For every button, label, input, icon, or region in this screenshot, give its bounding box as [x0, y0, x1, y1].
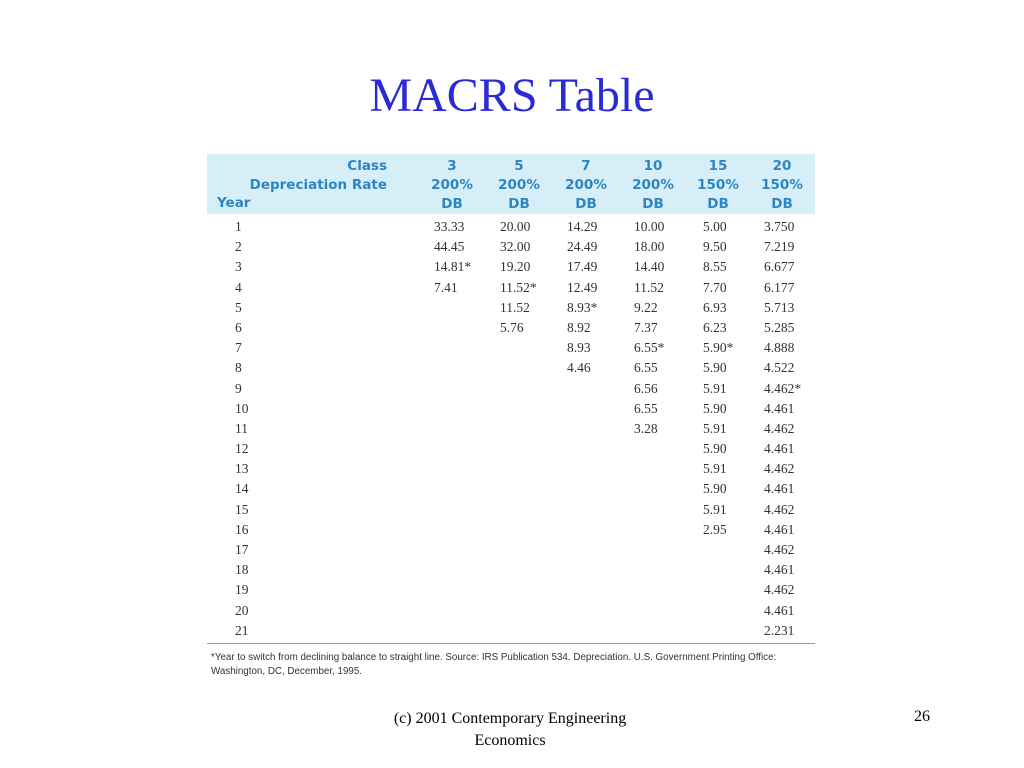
table-row [207, 420, 815, 440]
table-row [207, 561, 815, 581]
table-row [207, 218, 815, 238]
rate-cell: 5.91 [703, 420, 727, 436]
col-class-5: 5 [514, 158, 524, 174]
rate-cell: 4.462 [764, 501, 795, 517]
rate-cell: 4.462 [764, 582, 795, 598]
rate-cell: 8.93 [567, 340, 591, 356]
rate-cell: 4.888 [764, 340, 795, 356]
year-cell: 21 [235, 622, 249, 638]
rate-cell: 6.677 [764, 259, 795, 275]
table-row [207, 460, 815, 480]
year-cell: 13 [235, 461, 249, 477]
col-class-20: 20 [772, 158, 792, 174]
rate-cell: 4.462* [764, 380, 802, 396]
rate-cell: 5.91 [703, 501, 727, 517]
rate-cell: 11.52* [500, 279, 537, 295]
col-class-7: 7 [581, 158, 591, 174]
rate-cell: 8.93* [567, 299, 598, 315]
col-method-20: DB [771, 196, 793, 212]
table-row [207, 581, 815, 601]
col-rate-10: 200% [632, 177, 674, 193]
rate-cell: 3.750 [764, 219, 795, 234]
rate-cell: 4.461 [764, 602, 795, 618]
rate-cell: 7.41 [434, 279, 458, 295]
year-cell: 16 [235, 521, 249, 537]
rate-cell: 7.70 [703, 279, 727, 295]
year-cell: 3 [235, 259, 242, 275]
depreciation-rate-label: Depreciation Rate [249, 177, 387, 193]
col-rate-15: 150% [697, 177, 739, 193]
table-row [207, 602, 815, 622]
year-cell: 12 [235, 441, 249, 457]
rate-cell: 4.462 [764, 420, 795, 436]
rate-cell: 6.56 [634, 380, 658, 396]
col-method-5: DB [508, 196, 530, 212]
table-row [207, 380, 815, 400]
rate-cell: 4.461 [764, 441, 795, 457]
rate-cell: 4.462 [764, 461, 795, 477]
page-number: 26 [914, 708, 930, 725]
table-row [207, 319, 815, 339]
rate-cell: 11.52 [500, 299, 530, 315]
rate-cell: 4.461 [764, 562, 795, 578]
year-cell: 6 [235, 319, 242, 335]
col-method-3: DB [441, 196, 463, 212]
rate-cell: 14.29 [567, 219, 598, 234]
rate-cell: 8.92 [567, 319, 591, 335]
rate-cell: 5.00 [703, 219, 727, 234]
year-cell: 14 [235, 481, 249, 497]
table-row [207, 521, 815, 541]
footer-line-1: (c) 2001 Contemporary Engineering [393, 710, 627, 727]
table-row [207, 339, 815, 359]
year-cell: 18 [235, 562, 249, 578]
rate-cell: 44.45 [434, 239, 465, 255]
year-cell: 7 [235, 340, 242, 356]
col-rate-7: 200% [565, 177, 607, 193]
slide-footer [330, 708, 690, 752]
year-cell: 8 [235, 360, 242, 376]
rate-cell: 4.461 [764, 400, 795, 416]
rate-cell: 5.90 [703, 441, 727, 457]
table-row [207, 480, 815, 500]
col-class-10: 10 [643, 158, 663, 174]
class-label: Class [347, 158, 387, 174]
rate-cell: 5.90 [703, 400, 727, 416]
year-cell: 20 [235, 602, 249, 618]
table-row [207, 279, 815, 299]
rate-cell: 7.219 [764, 239, 795, 255]
rate-cell: 20.00 [500, 219, 531, 234]
rate-cell: 6.55* [634, 340, 665, 356]
year-cell: 5 [235, 299, 242, 315]
col-method-15: DB [707, 196, 729, 212]
rate-cell: 6.55 [634, 360, 658, 376]
rate-cell: 14.81* [434, 259, 472, 275]
rate-cell: 5.90 [703, 360, 727, 376]
col-rate-3: 200% [431, 177, 473, 193]
table-bottom-rule [207, 643, 815, 644]
rate-cell: 5.90* [703, 340, 734, 356]
table-row [207, 501, 815, 521]
rate-cell: 9.22 [634, 299, 658, 315]
table-body [207, 218, 815, 642]
year-cell: 9 [235, 380, 242, 396]
rate-cell: 2.95 [703, 521, 727, 537]
rate-cell: 11.52 [634, 279, 664, 295]
year-cell: 2 [235, 239, 242, 255]
rate-cell: 5.76 [500, 319, 524, 335]
rate-cell: 5.91 [703, 380, 727, 396]
rate-cell: 14.40 [634, 259, 665, 275]
rate-cell: 9.50 [703, 239, 727, 255]
rate-cell: 32.00 [500, 239, 531, 255]
rate-cell: 4.461 [764, 521, 795, 537]
rate-cell: 6.177 [764, 279, 795, 295]
table-row [207, 400, 815, 420]
table-header [207, 154, 815, 214]
footer-line-2: Economics [474, 732, 546, 749]
table-row [207, 238, 815, 258]
year-cell: 11 [235, 420, 248, 436]
rate-cell: 24.49 [567, 239, 598, 255]
col-class-15: 15 [708, 158, 728, 174]
col-class-3: 3 [447, 158, 457, 174]
slide-title: MACRS Table [369, 69, 655, 122]
rate-cell: 5.90 [703, 481, 727, 497]
table-row [207, 440, 815, 460]
year-cell: 4 [235, 279, 242, 295]
rate-cell: 4.46 [567, 360, 591, 376]
table-footnote: *Year to switch from declining balance to straight line. Source: IRS Publication 534. Depreciation. U.S. Government Printing Office: Washington, DC, December, 1995. [211, 652, 777, 677]
rate-cell: 4.461 [764, 481, 795, 497]
rate-cell: 6.55 [634, 400, 658, 416]
col-rate-20: 150% [761, 177, 803, 193]
year-cell: 19 [235, 582, 249, 598]
table-row [207, 622, 815, 642]
rate-cell: 3.28 [634, 420, 658, 436]
table-row [207, 359, 815, 379]
col-method-10: DB [642, 196, 664, 212]
table-row [207, 541, 815, 561]
year-header: Year [217, 195, 251, 211]
rate-cell: 10.00 [634, 219, 665, 234]
rate-cell: 6.93 [703, 299, 727, 315]
rate-cell: 4.462 [764, 542, 795, 557]
year-cell: 1 [235, 219, 242, 234]
year-cell: 10 [235, 400, 249, 416]
rate-cell: 5.285 [764, 319, 795, 335]
rate-cell: 7.37 [634, 319, 658, 335]
year-cell: 15 [235, 501, 249, 517]
col-rate-5: 200% [498, 177, 540, 193]
table-row [207, 299, 815, 319]
rate-cell: 6.23 [703, 319, 727, 335]
rate-cell: 18.00 [634, 239, 665, 255]
rate-cell: 2.231 [764, 622, 795, 638]
rate-cell: 12.49 [567, 279, 598, 295]
rate-cell: 19.20 [500, 259, 531, 275]
rate-cell: 33.33 [434, 219, 465, 234]
rate-cell: 5.713 [764, 299, 795, 315]
table-row [207, 258, 815, 278]
rate-cell: 4.522 [764, 360, 795, 376]
rate-cell: 5.91 [703, 461, 727, 477]
col-method-7: DB [575, 196, 597, 212]
year-cell: 17 [235, 542, 249, 557]
rate-cell: 17.49 [567, 259, 598, 275]
rate-cell: 8.55 [703, 259, 727, 275]
